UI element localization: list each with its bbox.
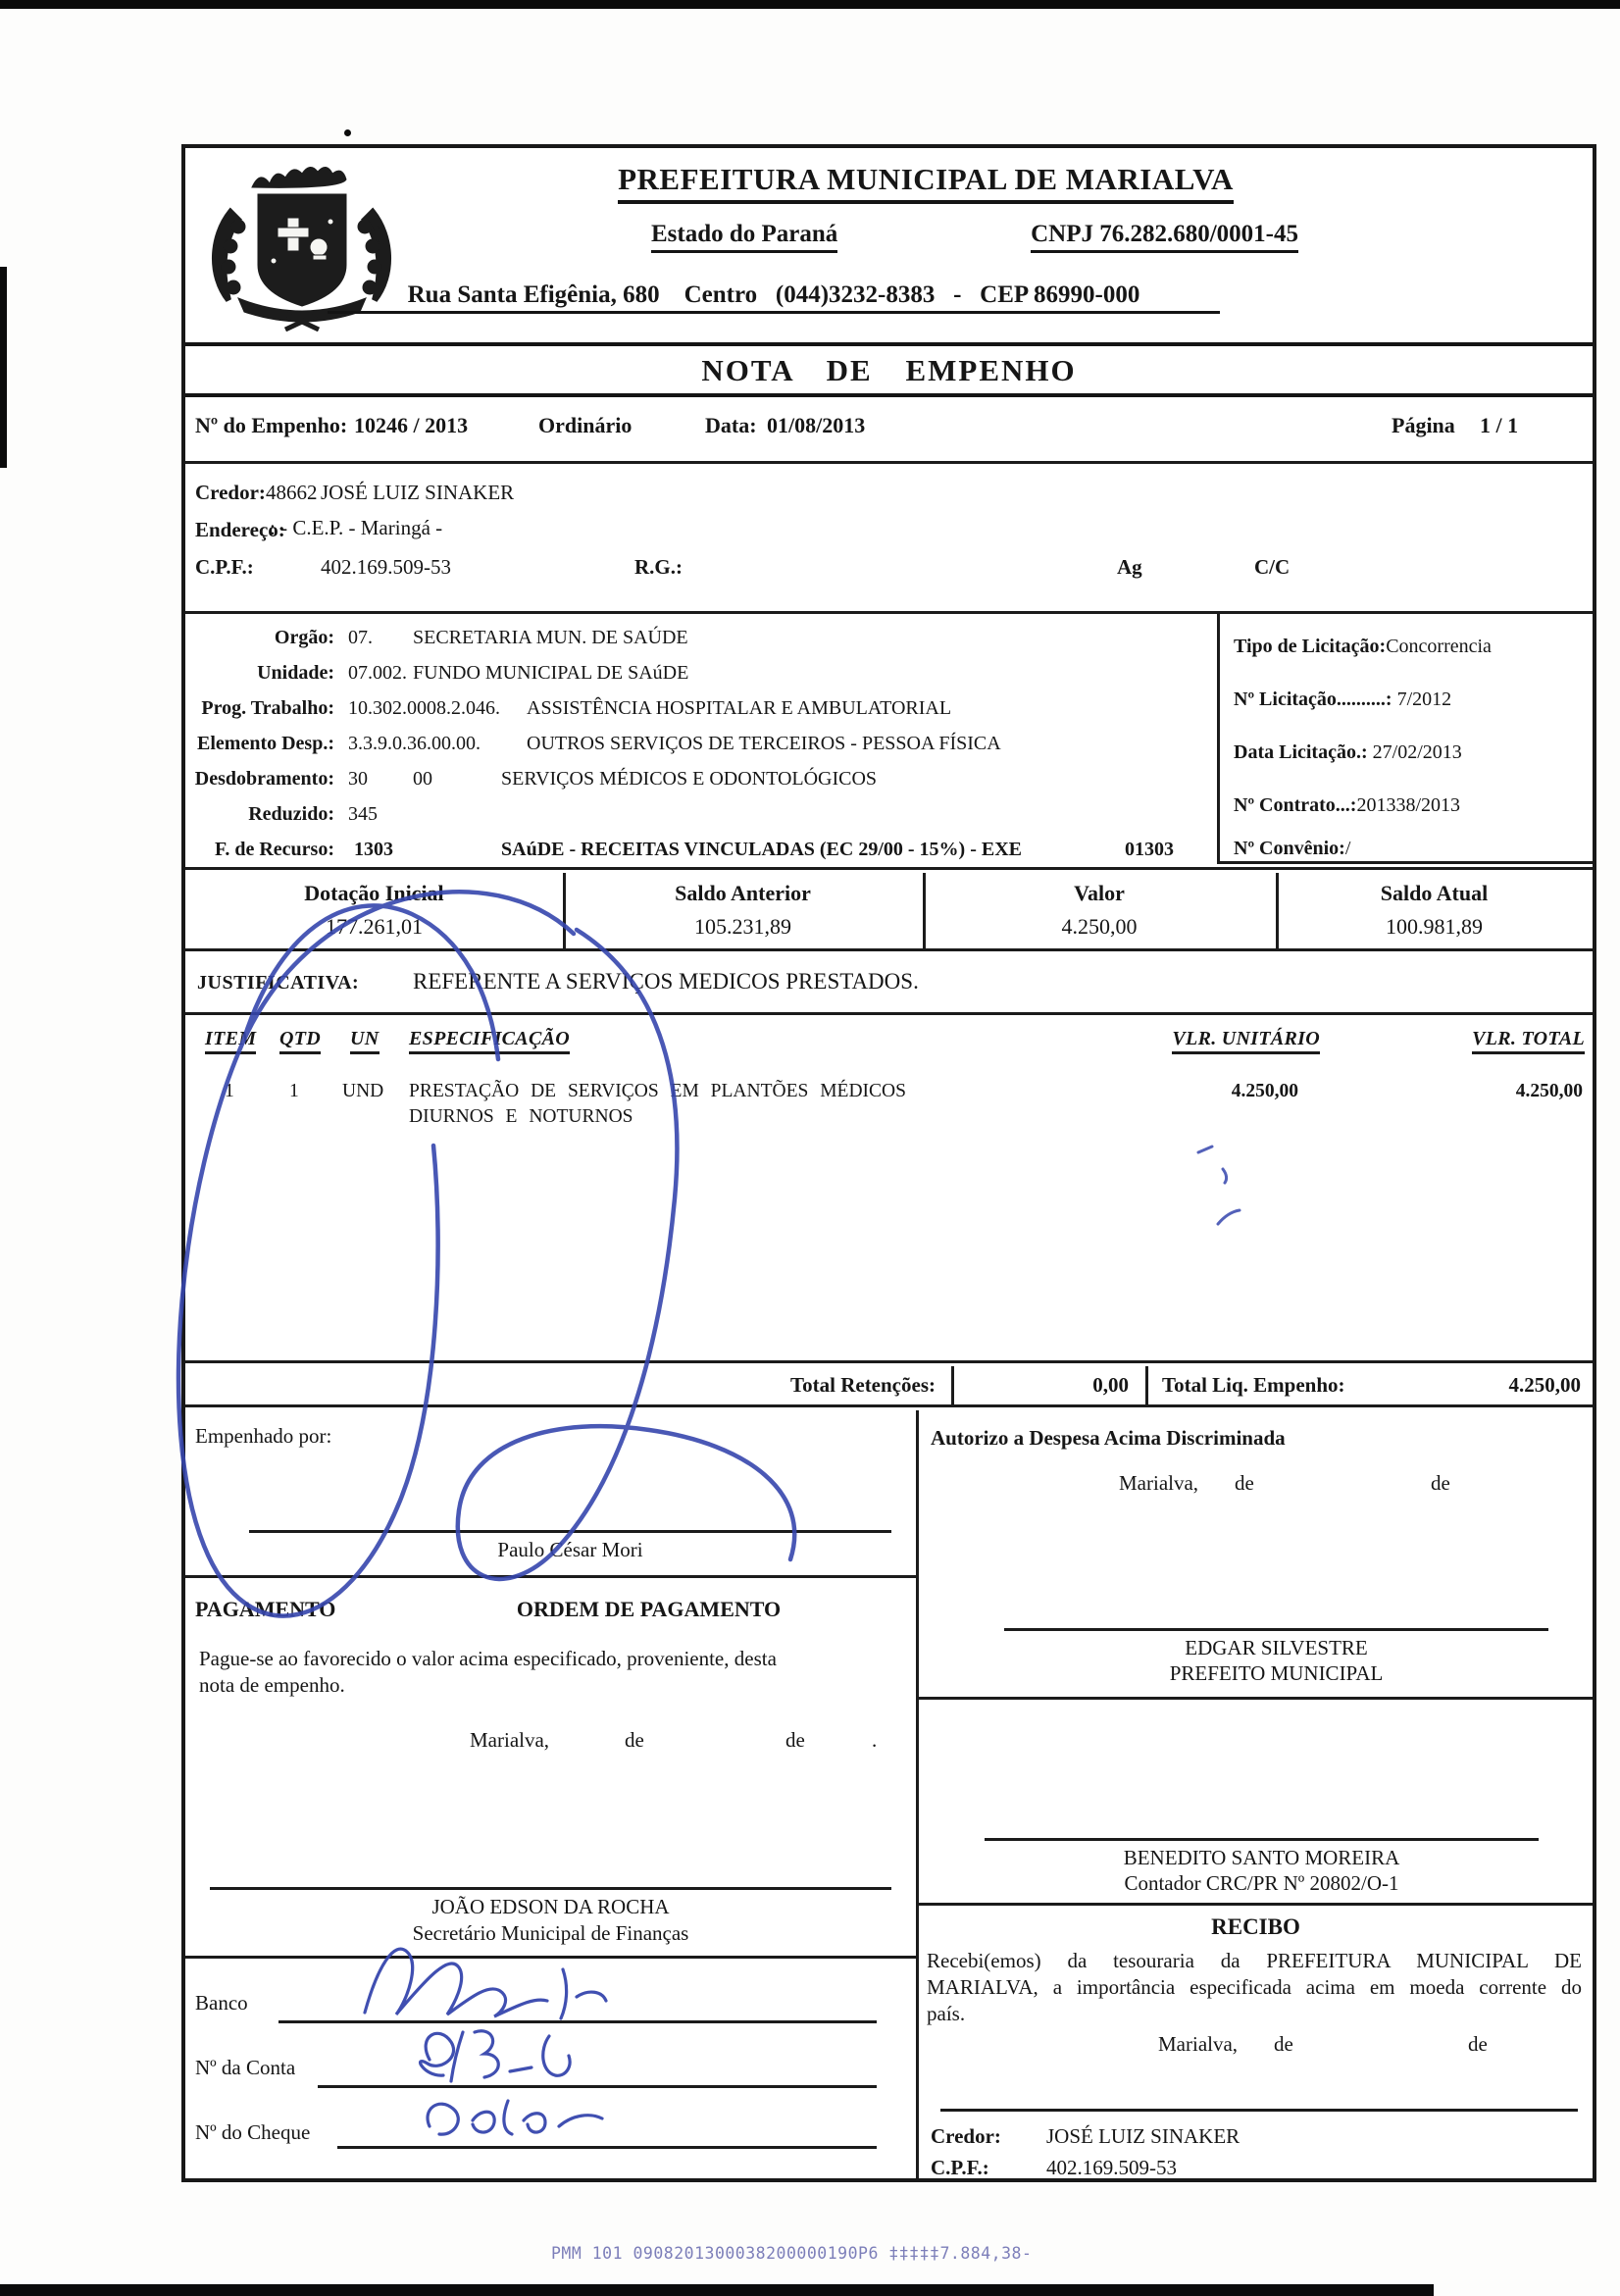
itens-table (185, 1018, 1593, 1363)
signature-line (985, 1838, 1539, 1841)
form-header (185, 148, 1593, 342)
prog-trabalho-label: Prog. Trabalho: (201, 697, 334, 719)
signature-line (210, 1887, 891, 1890)
empenho-row (185, 399, 1593, 464)
page-value: 1 / 1 (1480, 413, 1519, 437)
empenho-date-value: 01/08/2013 (767, 413, 866, 437)
recibo-texto: Recebi(emos) da tesouraria da PREFEITURA MUNICIPAL DE MARIALVA, a importância especificada acima em moeda corrente do país. (927, 1949, 1582, 2025)
dotmatrix-footer: PMM 101 0908201300038200000190P6 ‡‡‡‡‡7.884,38- (551, 2244, 1033, 2263)
dateline-de: de (1431, 1471, 1450, 1495)
dateline-city: Marialva, (1119, 1471, 1199, 1495)
data-licitacao-label: Data Licitação.: (1234, 741, 1368, 763)
total-liq-value: 4.250,00 (1508, 1373, 1581, 1397)
desdobramento-code: 30 (348, 768, 368, 790)
lower-split-divider (916, 1410, 919, 2178)
licitacao-cell (1217, 614, 1593, 864)
recibo-title: RECIBO (1211, 1914, 1300, 1939)
orgao-code: 07. (348, 627, 373, 648)
elemento-desp-desc: OUTROS SERVIÇOS DE TERCEIROS - PESSOA FÍSICA (527, 733, 1001, 754)
valor-label: Valor (1074, 881, 1125, 905)
page-label: Página (1392, 413, 1455, 437)
saldo-anterior-value: 105.231,89 (694, 914, 791, 939)
elemento-desp-label: Elemento Desp.: (197, 733, 334, 754)
scan-speck (344, 129, 351, 136)
cheque-label: Nº do Cheque (195, 2120, 311, 2144)
ag-label: Ag (1117, 555, 1142, 579)
saldo-anterior-label: Saldo Anterior (675, 881, 811, 905)
doc-title-band (185, 342, 1593, 397)
tipo-licitacao-label: Tipo de Licitação: (1234, 636, 1387, 657)
secretario-cargo: Secretário Municipal de Finanças (412, 1921, 689, 1945)
dateline-de: de (625, 1728, 644, 1752)
address-line: Rua Santa Efigênia, 680 Centro (044)3232-8383 - CEP 86990-000 (328, 281, 1220, 314)
saldo-atual-label: Saldo Atual (1380, 881, 1489, 905)
col-vlr-unitario: VLR. UNITÁRIO (1172, 1028, 1320, 1054)
recibo-credor-label: Credor: (931, 2124, 1001, 2148)
secretario-nome: JOÃO EDSON DA ROCHA (431, 1895, 670, 1918)
tipo-licitacao-value: Concorrencia (1386, 636, 1492, 657)
pagamento-texto: Pague-se ao favorecido o valor acima especificado, proveniente, desta nota de empenho. (199, 1647, 777, 1697)
col-item: ITEM (205, 1028, 256, 1054)
col-especificacao: ESPECIFICAÇÃO (409, 1028, 570, 1054)
reduzido-code: 345 (348, 803, 378, 825)
f-recurso-code: 1303 (354, 839, 393, 860)
scan-edge-left (0, 267, 7, 468)
dateline-de: de (1274, 2032, 1293, 2056)
dateline-dot: . (872, 1728, 878, 1752)
num-licitacao-label: Nº Licitação..........: (1234, 689, 1392, 710)
total-retencoes-value: 0,00 (1092, 1373, 1129, 1397)
empenho-number-value: 10246 / 2013 (354, 413, 469, 437)
justificativa-text: REFERENTE A SERVIÇOS MEDICOS PRESTADOS. (413, 969, 919, 994)
prog-trabalho-desc: ASSISTÊNCIA HOSPITALAR E AMBULATORIAL (527, 697, 952, 719)
dateline-city: Marialva, (1158, 2032, 1239, 2056)
col-vlr-total: VLR. TOTAL (1472, 1028, 1585, 1054)
empenho-number-label: Nº do Empenho: (195, 413, 348, 437)
f-recurso-label: F. de Recurso: (214, 839, 334, 860)
empenhado-assinante: Paulo César Mori (497, 1538, 643, 1561)
banco-line (278, 2020, 877, 2023)
num-convenio-value: / (1344, 838, 1351, 859)
desdobramento-code2: 00 (413, 768, 432, 790)
signature-line (1004, 1628, 1548, 1631)
state-label: Estado do Paraná (651, 221, 837, 253)
dotacao-inicial-value: 177.261,01 (326, 914, 423, 939)
col-qtd: QTD (279, 1028, 321, 1054)
item-descricao: PRESTAÇÃO DE SERVIÇOS EM PLANTÕES MÉDICOS DIURNOS E NOTURNOS (409, 1081, 906, 1127)
empenho-modality: Ordinário (538, 413, 633, 437)
endereco-value: : - C.E.P. - Maringá - (270, 516, 443, 539)
dotacao-inicial-label: Dotação Inicial (304, 881, 444, 905)
conta-line (318, 2085, 877, 2088)
item-vlr-total: 4.250,00 (1515, 1081, 1583, 1101)
valor-value: 4.250,00 (1061, 914, 1138, 939)
org-title-wrap (421, 162, 1431, 204)
desdobramento-label: Desdobramento: (194, 768, 334, 790)
orcamento-block (185, 617, 1593, 870)
cnpj-label: CNPJ 76.282.680/0001-45 (1031, 221, 1298, 253)
unidade-label: Unidade: (257, 662, 334, 684)
section-divider (919, 1903, 1593, 1906)
item-num: 1 (225, 1081, 234, 1101)
num-licitacao-value: 7/2012 (1396, 689, 1452, 710)
elemento-desp-code: 3.3.9.0.36.00.00. (348, 733, 481, 754)
endereco-label: Endereço: (195, 518, 285, 541)
recibo-credor-divider (940, 2109, 1578, 2112)
cpf-value: 402.169.509-53 (321, 555, 451, 579)
item-vlr-unitario: 4.250,00 (1231, 1081, 1298, 1101)
doc-title: NOTA DE EMPENHO (701, 353, 1077, 387)
scan-edge-top (0, 0, 1620, 9)
saldos-row (185, 873, 1593, 951)
org-title: PREFEITURA MUNICIPAL DE MARIALVA (618, 162, 1234, 204)
unidade-code: 07.002. (348, 662, 407, 684)
section-divider (185, 1956, 916, 1959)
prefeito-nome: EDGAR SILVESTRE (1185, 1636, 1368, 1659)
prefeito-cargo: PREFEITO MUNICIPAL (1169, 1661, 1384, 1685)
num-contrato-value: 201338/2013 (1356, 794, 1461, 816)
credor-block (185, 467, 1593, 614)
cpf-label: C.P.F.: (195, 555, 254, 579)
num-contrato-label: Nº Contrato...: (1234, 794, 1357, 816)
prog-trabalho-code: 10.302.0008.2.046. (348, 697, 500, 719)
recibo-credor-value: JOSÉ LUIZ SINAKER (1046, 2124, 1240, 2148)
section-divider (919, 1697, 1593, 1700)
nota-de-empenho-form (181, 144, 1596, 2182)
item-un: UND (342, 1081, 384, 1101)
credor-code: 48662 (266, 481, 318, 504)
num-convenio-label: Nº Convênio: (1234, 838, 1345, 859)
dateline-de: de (1468, 2032, 1488, 2056)
unidade-desc: FUNDO MUNICIPAL DE SAúDE (413, 662, 689, 684)
scan-edge-bottom (0, 2284, 1434, 2296)
orgao-desc: SECRETARIA MUN. DE SAÚDE (413, 627, 688, 648)
ordem-pagamento-title: ORDEM DE PAGAMENTO (516, 1597, 782, 1621)
banco-label: Banco (195, 1991, 248, 2015)
orgao-label: Orgão: (274, 627, 334, 648)
desdobramento-desc: SERVIÇOS MÉDICOS E ODONTOLÓGICOS (501, 768, 878, 790)
f-recurso-fonte: 01303 (1125, 839, 1174, 860)
totais-row (185, 1366, 1593, 1407)
totais-divider (1145, 1366, 1148, 1404)
credor-label: Credor: (195, 481, 266, 504)
cc-label: C/C (1254, 555, 1291, 579)
contador-cargo: Contador CRC/PR Nº 20802/O-1 (1124, 1871, 1399, 1895)
recibo-cpf-value: 402.169.509-53 (1046, 2156, 1177, 2179)
autorizo-title: Autorizo a Despesa Acima Discriminada (931, 1426, 1286, 1450)
justificativa-row (185, 954, 1593, 1015)
empenhado-por-label: Empenhado por: (195, 1424, 332, 1448)
f-recurso-desc: SAúDE - RECEITAS VINCULADAS (EC 29/00 - 15%) - EXE (501, 839, 1022, 860)
contador-nome: BENEDITO SANTO MOREIRA (1123, 1846, 1400, 1869)
signature-line (249, 1530, 891, 1533)
total-retencoes-label: Total Retenções: (790, 1373, 936, 1397)
reduzido-label: Reduzido: (248, 803, 334, 825)
col-un: UN (350, 1028, 380, 1054)
pagamento-title: PAGAMENTO (195, 1597, 336, 1621)
empenho-date-label: Data: (705, 413, 757, 437)
rg-label: R.G.: (634, 555, 683, 579)
total-liq-label: Total Liq. Empenho: (1162, 1373, 1345, 1397)
dateline-de: de (785, 1728, 805, 1752)
dateline-de: de (1235, 1471, 1254, 1495)
saldo-atual-value: 100.981,89 (1386, 914, 1483, 939)
state-cnpj-row (651, 221, 1298, 253)
lower-area (185, 1410, 1593, 2178)
data-licitacao-value: 27/02/2013 (1372, 741, 1462, 763)
conta-label: Nº da Conta (195, 2056, 296, 2079)
cheque-line (337, 2146, 877, 2149)
recibo-cpf-label: C.P.F.: (931, 2156, 989, 2179)
dateline-city: Marialva, (470, 1728, 550, 1752)
section-divider (185, 1575, 916, 1578)
justificativa-label: JUSTIFICATIVA: (197, 972, 360, 994)
credor-name: JOSÉ LUIZ SINAKER (321, 481, 515, 504)
item-qtd: 1 (289, 1081, 299, 1101)
